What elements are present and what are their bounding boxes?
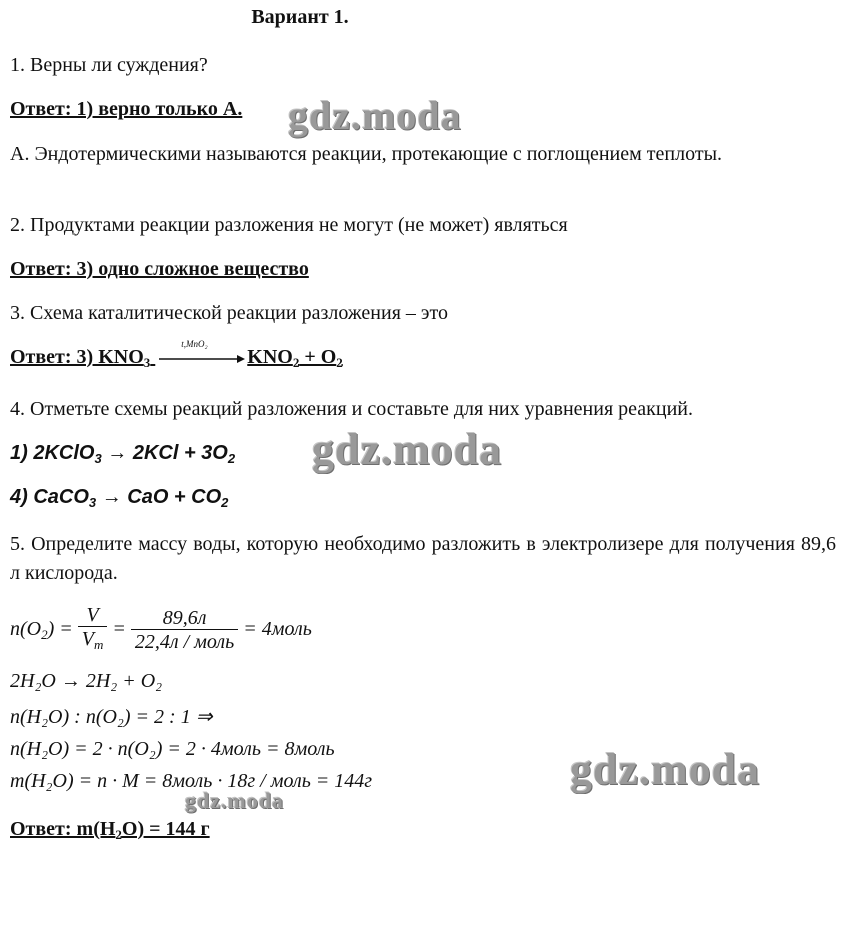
- answer-3: [10, 339, 343, 371]
- catalyst-arrow: [157, 339, 245, 368]
- question-4: 4. Отметьте схемы реакций разложения и составьте для них уравнения реакций.: [10, 398, 693, 420]
- equation-2-right-sub: 2: [221, 495, 229, 510]
- equation-1-left: 1) 2KClO: [10, 442, 95, 464]
- calc-line-3: n(H₂O) : n(O₂) = 2 : 1 ⇒: [10, 706, 213, 728]
- answer-1: Ответ: 1) верно только А.: [10, 98, 243, 120]
- fraction-2-denominator: 22,4л / моль: [134, 631, 235, 653]
- answer-5-sub: 2: [115, 827, 122, 842]
- product-2: + O: [299, 346, 337, 368]
- product-1-subscript: 2: [292, 355, 300, 370]
- answer-3-prefix: Ответ: 3) KNO: [10, 346, 144, 368]
- question-1: 1. Верны ли суждения?: [10, 54, 208, 76]
- answer-5-prefix: Ответ: m(H: [10, 818, 116, 840]
- product-2-subscript: 2: [336, 355, 343, 370]
- calc-line-2: 2H₂O → 2H₂ + O₂: [10, 670, 163, 692]
- watermark-1: gdz.moda: [288, 93, 462, 138]
- fraction-1-numerator: V: [78, 604, 108, 627]
- page-title: Вариант 1.: [251, 6, 349, 28]
- fraction-1-denominator: [78, 627, 108, 657]
- fraction-v-vm: [78, 604, 108, 657]
- equation-2: [10, 486, 228, 510]
- calc-1-left: n(O: [10, 618, 42, 641]
- calc-1-left-sub: 2: [41, 627, 48, 643]
- equation-1-right-sub: 2: [227, 451, 236, 466]
- answer-5: [10, 818, 210, 843]
- fraction-volume: [131, 607, 238, 654]
- equation-1: [10, 442, 235, 466]
- question-2: 2. Продуктами реакции разложения не могут (не может) являться: [10, 214, 568, 236]
- reactant-subscript: 3: [143, 355, 151, 370]
- equation-1-left-sub: 3: [94, 451, 102, 466]
- watermark-3: gdz.moda: [570, 745, 761, 794]
- calc-1-eq: ) =: [47, 618, 73, 641]
- product-1: KNO: [247, 346, 293, 368]
- calc-1-result: = 4моль: [243, 618, 312, 641]
- equation-2-right: → CaO + CO: [96, 486, 222, 508]
- statement-a: А. Эндотермическими называются реакции, протекающие с поглощением теплоты.: [10, 143, 723, 165]
- right-arrow-icon: [157, 348, 245, 368]
- answer-5-suffix: O) = 144 г: [121, 818, 210, 840]
- calc-line-4: n(H₂O) = 2 · n(O₂) = 2 · 4моль = 8моль: [10, 738, 335, 760]
- equation-1-right: → 2KCl + 3O: [101, 442, 228, 464]
- question-5: 5. Определите массу воды, которую необходимо разложить в электролизере для получения 89,6 л кислорода.: [10, 533, 836, 584]
- fraction-1-denominator-base: V: [81, 628, 94, 650]
- fraction-1-denominator-sub: m: [93, 637, 104, 652]
- calc-1-eq2: =: [112, 618, 126, 641]
- fraction-2-numerator: 89,6л: [131, 607, 238, 630]
- calc-line-1: [10, 604, 312, 657]
- answer-2: Ответ: 3) одно сложное вещество: [10, 258, 309, 280]
- arrow-label: t,MnO₂: [181, 339, 208, 350]
- question-3: 3. Схема каталитической реакции разложения – это: [10, 302, 448, 324]
- equation-2-left: 4) CaCO: [10, 486, 89, 508]
- equation-2-left-sub: 3: [88, 495, 97, 510]
- watermark-4: gdz.moda: [185, 788, 285, 813]
- watermark-2: gdz.moda: [312, 425, 503, 474]
- calc-line-5: m(H₂O) = n · M = 8моль · 18г / моль = 144г: [10, 770, 373, 792]
